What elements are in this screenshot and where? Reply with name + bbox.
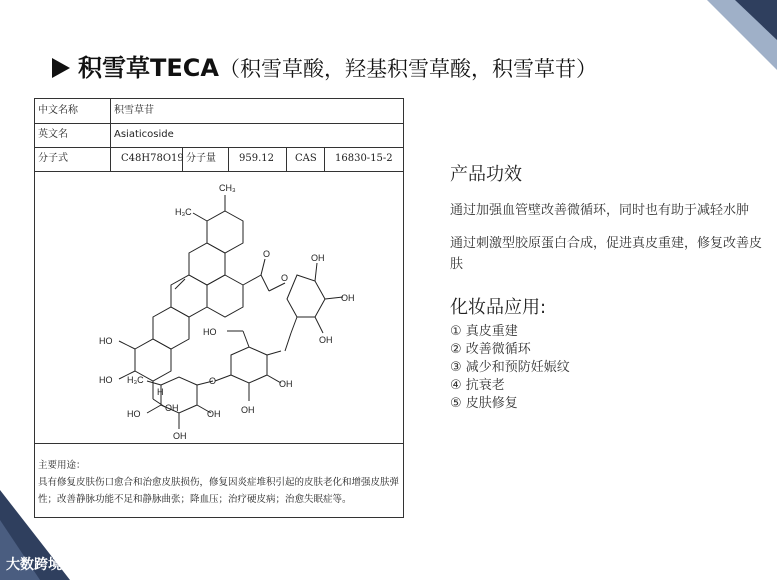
label-ho-1: HO xyxy=(99,336,113,346)
mw-value: 959.12 xyxy=(229,147,287,171)
applications-list xyxy=(450,323,770,413)
title-main: 积雪草TECA xyxy=(78,54,219,82)
label-oh-3: OH xyxy=(341,293,355,303)
label-h: H xyxy=(157,387,164,397)
formula-row xyxy=(35,147,403,172)
corner-decoration-top-right xyxy=(677,0,777,100)
english-name-row xyxy=(35,123,403,148)
product-info-panel xyxy=(450,160,770,413)
mw-label: 分子量 xyxy=(183,147,229,171)
label-ho-2: HO xyxy=(99,375,113,385)
label-h3c-top: H₃C xyxy=(175,207,192,217)
label-oh-5: OH xyxy=(279,379,293,389)
page-title xyxy=(52,48,597,83)
label-o-link: O xyxy=(281,273,289,283)
molecular-structure-diagram xyxy=(35,171,403,444)
row-value: 积雪草苷 xyxy=(114,105,154,116)
row-label: 英文名 xyxy=(35,123,111,147)
cas-label: CAS xyxy=(287,147,325,171)
application-item: ⑤ 皮肤修复 xyxy=(450,396,518,411)
label-oh-1: OH xyxy=(165,403,179,413)
row-value: Asiaticoside xyxy=(114,129,174,140)
applications-heading: 化妆品应用: xyxy=(450,297,547,318)
application-item: ① 真皮重建 xyxy=(450,324,518,339)
label-h3c-rham: H₃C xyxy=(127,375,144,385)
compound-info-card xyxy=(34,98,404,518)
formula-value: C48H78O19 xyxy=(111,147,183,171)
label-oh-2: OH xyxy=(311,253,325,263)
watermark: 大数跨境 xyxy=(6,557,62,573)
formula-label: 分子式 xyxy=(35,147,111,171)
label-o-glyco: O xyxy=(209,376,217,386)
effect-item: 通过加强血管壁改善微循环，同时也有助于减轻水肿 xyxy=(450,203,750,218)
label-o-ester: O xyxy=(263,249,271,259)
usage-text: 具有修复皮肤伤口愈合和治愈皮肤损伤，修复因炎症堆积引起的皮肤老化和增强皮肤弹性；改善静脉功能不足和静脉曲张；降血压；治疗硬皮病；治愈失眠症等。 xyxy=(38,477,400,505)
usage-section xyxy=(35,451,403,514)
label-ho-4: HO xyxy=(127,409,141,419)
effect-item: 通过刺激型胶原蛋白合成，促进真皮重建，修复改善皮肤 xyxy=(450,236,763,272)
row-label: 中文名称 xyxy=(35,99,111,123)
label-ho-3: HO xyxy=(203,327,217,337)
label-oh-7: OH xyxy=(173,431,187,441)
application-item: ② 改善微循环 xyxy=(450,342,531,357)
usage-title: 主要用途： xyxy=(38,460,86,471)
label-oh-4: OH xyxy=(319,335,333,345)
chinese-name-row xyxy=(35,99,403,124)
play-arrow-icon xyxy=(52,58,70,78)
label-ch3-top: CH₃ xyxy=(219,183,236,193)
cas-value: 16830-15-2 xyxy=(335,153,393,164)
application-item: ③ 减少和预防妊娠纹 xyxy=(450,360,570,375)
title-subtitle: （积雪草酸，羟基积雪草酸，积雪草苷） xyxy=(218,57,597,81)
label-oh-6: OH xyxy=(241,405,255,415)
application-item: ④ 抗衰老 xyxy=(450,378,505,393)
effects-heading: 产品功效 xyxy=(450,164,522,185)
label-oh-8: OH xyxy=(207,409,221,419)
